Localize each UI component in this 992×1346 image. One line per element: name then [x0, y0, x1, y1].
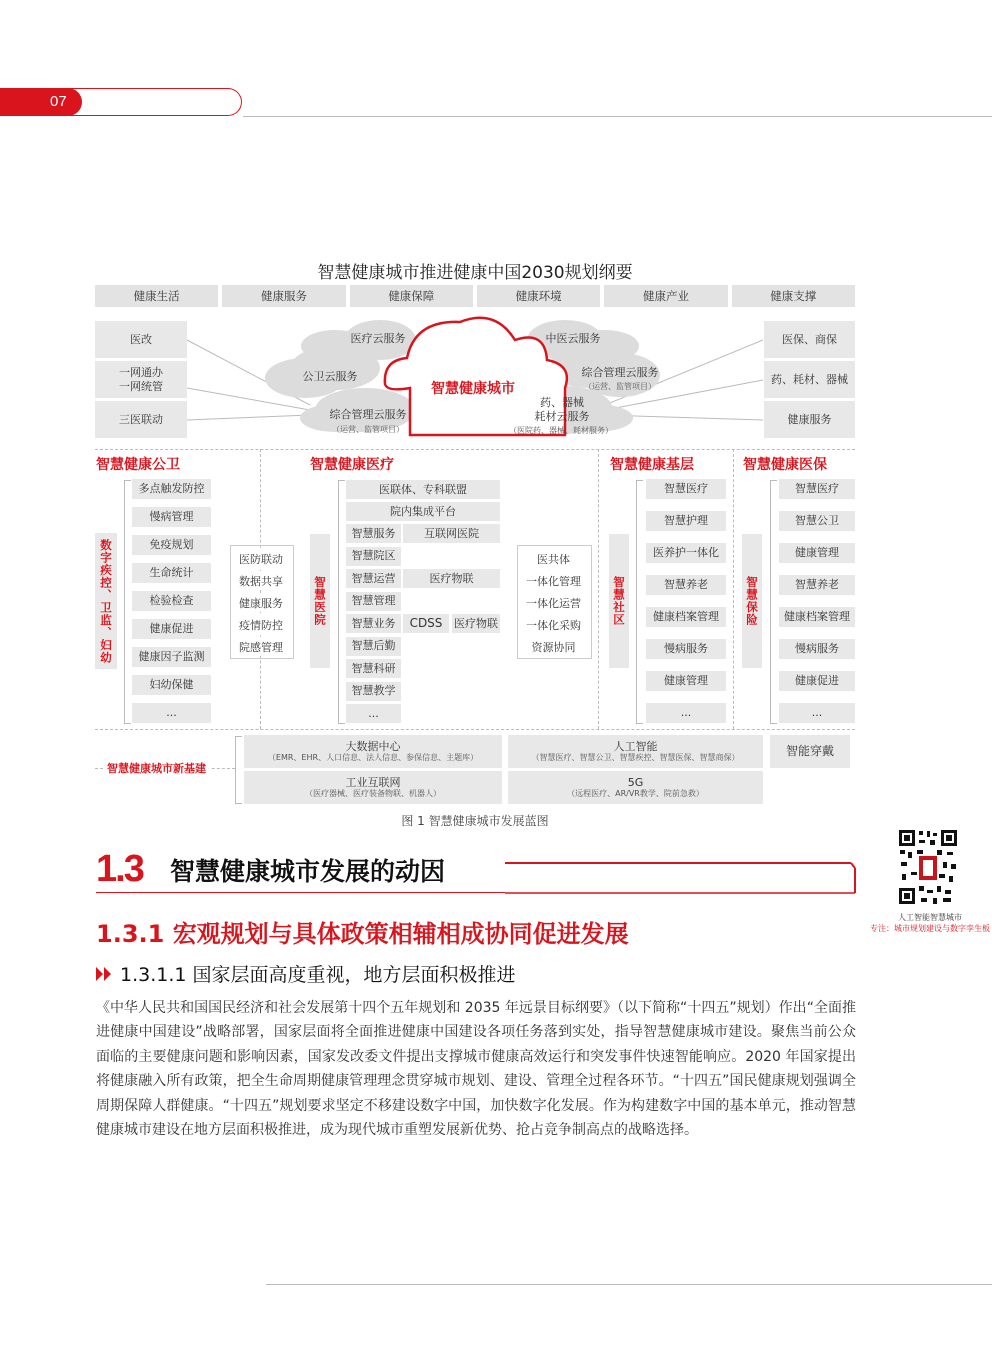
yiliao-left-item: 智慧管理 [346, 592, 401, 611]
yiliao-top: 院内集成平台 [346, 502, 500, 521]
left-box: 一网通办 一网统管 [95, 361, 187, 398]
bigdata-box [244, 735, 502, 768]
yigongti-item: 医共体 [520, 549, 587, 568]
jiceng-item: ... [646, 703, 726, 723]
5g-sublabel: （远程医疗、AR/VR教学、院前急救） [567, 789, 704, 799]
bracket [338, 480, 345, 724]
bigdata-sublabel: （EMR、EHR、人口信息、法人信息、参保信息、主题库） [267, 753, 479, 763]
section-number: 1.3 [96, 848, 143, 890]
vertical-label: 智慧保险 [742, 534, 762, 668]
yiliao-left-item: 智慧科研 [346, 659, 401, 678]
fangyi-item: 疫情防控 [233, 615, 289, 634]
divider [95, 449, 855, 450]
section-title-rule [505, 860, 857, 896]
yibao-item: 智慧公卫 [779, 511, 855, 531]
infrastructure-label: 智慧健康城市新基建 [103, 760, 210, 776]
qr-caption-line2: 专注：城市规划建设与数字孪生板 [870, 924, 990, 933]
jiceng-item: 健康管理 [646, 671, 726, 691]
jiceng-item: 智慧养老 [646, 575, 726, 595]
gongwei-item: ... [132, 703, 211, 723]
yiliao-right: 互联网医院 [403, 524, 500, 543]
bigdata-label: 大数据中心 [345, 739, 401, 753]
subsubsection-title: 1.3.1.1 国家层面高度重视，地方层面积极推进 [120, 964, 516, 986]
header-rule [243, 116, 992, 117]
yibao-item: ... [779, 703, 855, 723]
category-item: 健康保障 [350, 285, 473, 307]
section-title-underline [96, 892, 505, 893]
section-title-yiliao: 智慧健康医疗 [310, 457, 394, 473]
bracket [124, 480, 131, 724]
left-box: 医改 [95, 321, 187, 358]
yiliao-right: CDSS [403, 614, 449, 633]
category-item: 健康服务 [222, 285, 345, 307]
qr-caption-line1: 人工智能智慧城市 [898, 913, 962, 922]
fangyi-item: 健康服务 [233, 593, 289, 612]
cloud-label: 公卫云服务 [302, 370, 358, 383]
page-number: 07 [50, 93, 67, 110]
category-item: 健康支撑 [732, 285, 855, 307]
iiot-sublabel: （医疗器械、医疗装备物联、机器人） [305, 789, 441, 799]
yiliao-right: 医疗物联 [403, 569, 500, 588]
yiliao-left-item: 智慧服务 [346, 524, 401, 543]
vertical-label: 数字疾控、卫监、妇幼 [95, 533, 117, 669]
gongwei-item: 健康促进 [132, 619, 211, 639]
yiliao-left-item: 智慧后勤 [346, 637, 401, 656]
cloud-diagram [95, 310, 855, 440]
yibao-item: 慢病服务 [779, 639, 855, 659]
yibao-item: 健康档案管理 [779, 607, 855, 627]
vertical-label: 智慧医院 [310, 534, 330, 668]
gongwei-item: 健康因子监测 [132, 647, 211, 667]
bracket [235, 736, 242, 804]
yibao-item: 健康促进 [779, 671, 855, 691]
iiot-label: 工业互联网 [345, 775, 401, 789]
right-box: 药、耗材、器械 [764, 361, 855, 398]
jiceng-item: 慢病服务 [646, 639, 726, 659]
yiliao-top: 医联体、专科联盟 [346, 480, 500, 499]
cloud-label: 药、器械 耗材云服务 [534, 396, 590, 423]
qr-caption [870, 912, 990, 934]
gongwei-item: 慢病管理 [132, 507, 211, 527]
category-bar [95, 285, 855, 307]
gongwei-item: 检验检查 [132, 591, 211, 611]
yigongti-item: 资源协同 [520, 637, 587, 656]
gongwei-item: 多点触发防控 [132, 479, 211, 499]
jiceng-item: 健康档案管理 [646, 607, 726, 627]
figure-caption: 图 1 智慧健康城市发展蓝图 [401, 814, 549, 828]
cloud-sublabel: （运营、监管项目） [584, 382, 656, 391]
fangyi-item: 数据共享 [233, 571, 289, 590]
cloud-sublabel: （医院药、器械、耗材服务） [509, 426, 613, 435]
fangyi-item: 院感管理 [233, 637, 289, 656]
center-label: 智慧健康城市 [431, 381, 515, 397]
right-box: 医保、商保 [764, 321, 855, 358]
5g-label: 5G [627, 775, 644, 789]
jiceng-item: 智慧护理 [646, 511, 726, 531]
body-paragraph: 《中华人民共和国国民经济和社会发展第十四个五年规划和 2035 年远景目标纲要》（以下简称“十四五”规划）作出“全面推进健康中国建设”战略部署，国家层面将全面推进健康中国建设各项任务落到实处，指导智慧健康城市建设。聚焦当前公众面临的主要健康问题和影响因素，国家发改委文件提出支撑城市健康高效运行和突发事件快速智能响应。2020 年国家提出将健康融入所有政策，把全生命周期健康管理理念贯穿城市规划、建设、管理全过程各环节。“十四五”国民健康规划强调全周期保障人群健康。“十四五”规划要求坚定不移建设数字中国，加快数字化发展。作为构建数字中国的基本单元，推动智慧健康城市建设在地方层面积极推进，成为现代城市重塑发展新优势、抢占竞争制高点的战略选择。 [96, 1000, 856, 1139]
iiot-box [244, 771, 502, 804]
cloud-label: 综合管理云服务 [329, 408, 407, 421]
left-box: 三医联动 [95, 401, 187, 438]
yiliao-left-item: 智慧运营 [346, 569, 401, 588]
section-title-gongwei: 智慧健康公卫 [96, 457, 180, 473]
triangle-icon [96, 966, 116, 986]
ai-sublabel: （智慧医疗、智慧公卫、智慧疾控、智慧医保、智慧商保） [531, 753, 740, 763]
bracket [636, 480, 643, 724]
wearable-box: 智能穿戴 [770, 735, 850, 768]
right-box: 健康服务 [764, 401, 855, 438]
yigongti-item: 一体化采购 [520, 615, 587, 634]
gongwei-item: 生命统计 [132, 563, 211, 583]
5g-box [508, 771, 763, 804]
jiceng-item: 智慧医疗 [646, 479, 726, 499]
yibao-item: 健康管理 [779, 543, 855, 563]
yiliao-left-item: 智慧教学 [346, 682, 401, 701]
jiceng-item: 医养护一体化 [646, 543, 726, 563]
vertical-label: 智慧社区 [609, 534, 629, 668]
section-title-yibao: 智慧健康医保 [743, 457, 827, 473]
figure-title: 智慧健康城市推进健康中国2030规划纲要 [317, 263, 633, 283]
category-item: 健康产业 [604, 285, 727, 307]
yiliao-right: 医疗物联 [452, 614, 500, 633]
ai-label: 人工智能 [613, 739, 658, 753]
cloud-label: 综合管理云服务 [581, 366, 659, 379]
gongwei-item: 妇幼保健 [132, 675, 211, 695]
cloud-sublabel: （运营、监管项目） [332, 425, 404, 434]
yiliao-left-item: 智慧院区 [346, 547, 401, 566]
ai-box [508, 735, 763, 768]
section-title-jiceng: 智慧健康基层 [610, 457, 694, 473]
yibao-item: 智慧医疗 [779, 479, 855, 499]
yigongti-item: 一体化运营 [520, 593, 587, 612]
gongwei-item: 免疫规划 [132, 535, 211, 555]
bracket [770, 480, 777, 724]
category-item: 健康环境 [477, 285, 600, 307]
divider [733, 449, 734, 729]
yiliao-left-item: ... [346, 704, 401, 723]
divider [95, 729, 855, 730]
divider [598, 449, 599, 729]
fangyi-item: 医防联动 [233, 549, 289, 568]
section-title: 智慧健康城市发展的动因 [170, 857, 446, 886]
page-number-tab [0, 88, 243, 116]
footer-rule [266, 1284, 992, 1285]
cloud-label: 中医云服务 [545, 332, 601, 345]
qr-code-icon [897, 828, 959, 908]
yigongti-item: 一体化管理 [520, 571, 587, 590]
yibao-item: 智慧养老 [779, 575, 855, 595]
yiliao-left-item: 智慧业务 [346, 614, 401, 633]
category-item: 健康生活 [95, 285, 218, 307]
subsection-title: 1.3.1 宏观规划与具体政策相辅相成协同促进发展 [96, 920, 629, 948]
cloud-label: 医疗云服务 [350, 332, 406, 345]
